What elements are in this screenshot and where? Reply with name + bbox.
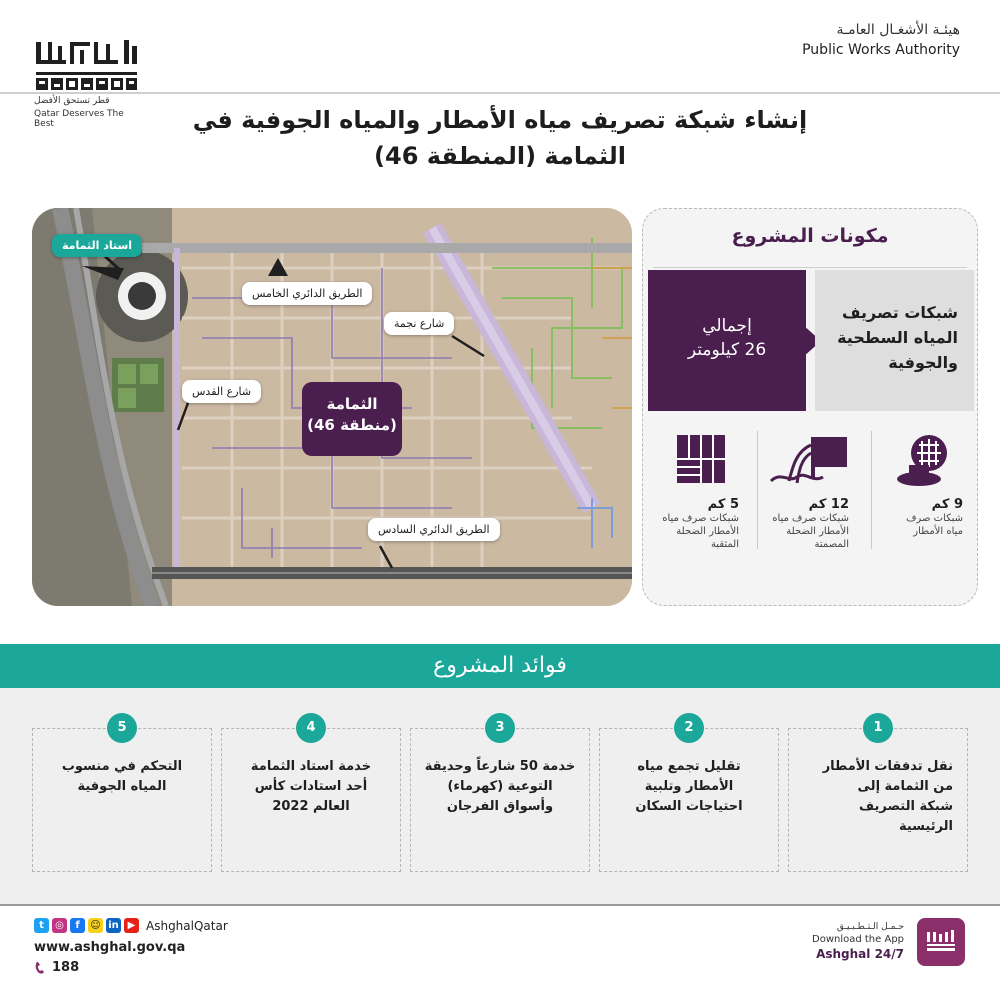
stat-perforated-shallow-desc2: الأمطار الضحلة: [676, 526, 739, 537]
stat-perforated-shallow-value: 5 كم: [707, 497, 739, 512]
benefit-5-line2: المياه الجوفية: [77, 779, 167, 794]
stat-divider: [871, 431, 872, 549]
network-description-line3: والجوفية: [888, 353, 958, 372]
benefit-2-line2: الأمطار وتلبية: [644, 779, 734, 794]
benefit-5-number: 5: [107, 713, 137, 743]
logo-tagline-ar: قطر تستحق الأفضل: [34, 96, 110, 106]
benefit-card-5: [32, 728, 212, 872]
benefit-card-3: [410, 728, 590, 872]
instagram-icon[interactable]: ◎: [52, 918, 67, 933]
stat-perforated-shallow: [649, 431, 749, 551]
benefits-title: فوائد المشروع: [0, 644, 1000, 688]
app-download-en: Download the App: [812, 934, 905, 945]
benefit-card-1: [788, 728, 968, 872]
stat-divider: [757, 431, 758, 549]
benefit-3-line2: التوعية (كهرماء): [447, 779, 553, 794]
benefit-4-line2: أحد استادات كأس: [254, 779, 368, 794]
ashghal-logo-mark: [34, 38, 140, 92]
components-divider: [653, 267, 967, 268]
stat-rainwater-value: 9 كم: [931, 497, 963, 512]
benefit-1-line2: من الثمامة إلى: [857, 779, 953, 794]
phone-number[interactable]: [34, 960, 79, 975]
total-length-line1: إجمالي: [702, 316, 752, 336]
network-description-line1: شبكات تصريف: [841, 303, 958, 322]
app-logo-icon: [917, 918, 965, 966]
benefit-2-line3: احتياجات السكان: [635, 799, 743, 814]
phone-number-text: 188: [52, 960, 80, 975]
organization-name-ar: هيئـة الأشغـال العامـة: [836, 22, 960, 38]
stat-rainwater-desc2: مياه الأمطار: [913, 526, 963, 537]
project-map: [32, 208, 632, 606]
page-title: [140, 102, 860, 174]
project-components-panel: [642, 208, 978, 606]
app-download[interactable]: [812, 922, 904, 961]
stat-solid-shallow-desc3: المصمتة: [814, 539, 849, 550]
twitter-icon[interactable]: t: [34, 918, 49, 933]
footer-divider: [0, 904, 1000, 906]
benefit-1-line1: نقل تدفقات الأمطار: [822, 759, 953, 774]
stat-solid-shallow: [759, 431, 859, 551]
benefit-1-line4: الرئيسية: [898, 819, 953, 834]
ashghal-logo: [34, 38, 144, 129]
organization-name-en: Public Works Authority: [802, 42, 960, 58]
total-length-line2: 26 كيلومتر: [687, 340, 767, 360]
benefit-card-4: [221, 728, 401, 872]
drain-globe-icon: [891, 431, 955, 491]
page-title-line1: إنشاء شبكة تصريف مياه الأمطار والمياه الجوفية في: [192, 106, 808, 134]
benefit-3-line1: خدمة 50 شارعاً وحديقة: [424, 759, 576, 774]
stat-solid-shallow-desc1: شبكات صرف مياه: [772, 513, 849, 524]
zone-label-line2: (منطقة 46): [307, 416, 397, 434]
zone-label: [302, 382, 402, 456]
stat-perforated-shallow-desc3: المثقبة: [710, 539, 739, 550]
label-quds-street: شارع القدس: [182, 380, 261, 403]
label-ring-road-5: الطريق الدائري الخامس: [242, 282, 372, 305]
label-najma-street: شارع نجمة: [384, 312, 454, 335]
benefit-4-line1: خدمة استاد الثمامة: [250, 759, 372, 774]
snapchat-icon[interactable]: ☺: [88, 918, 103, 933]
network-description-line2: المياه السطحية: [837, 328, 958, 347]
website-link[interactable]: www.ashghal.gov.qa: [34, 940, 186, 955]
label-ring-road-6: الطريق الدائري السادس: [368, 518, 500, 541]
social-links: [34, 918, 228, 933]
app-name: Ashghal 24/7: [816, 947, 905, 961]
benefit-1-line3: شبكة التصريف: [859, 799, 953, 814]
stat-rainwater-desc1: شبكات صرف: [906, 513, 963, 524]
grid-pattern-icon: [669, 431, 729, 491]
social-handle[interactable]: AshghalQatar: [146, 918, 228, 933]
app-download-ar: حـمـل الـتـطـبـيـق: [836, 922, 905, 932]
benefit-1-number: 1: [863, 713, 893, 743]
page-title-line2: الثمامة (المنطقة 46): [374, 142, 626, 170]
app-icon[interactable]: [917, 918, 965, 966]
benefit-3-number: 3: [485, 713, 515, 743]
stat-solid-shallow-desc2: الأمطار الضحلة: [786, 526, 849, 537]
stat-solid-shallow-value: 12 كم: [808, 497, 849, 512]
benefit-2-line1: تقليل تجمع مياه: [637, 759, 741, 774]
logo-tagline-en: Qatar Deserves The Best: [34, 109, 124, 129]
waterfall-icon: [767, 431, 851, 491]
facebook-icon[interactable]: f: [70, 918, 85, 933]
phone-icon: [34, 961, 46, 975]
stat-rainwater: [873, 431, 973, 538]
header-divider: [0, 92, 1000, 94]
components-title: مكونات المشروع: [731, 225, 889, 247]
benefit-card-2: [599, 728, 779, 872]
zone-label-line1: الثمامة: [326, 395, 378, 413]
network-description-box: [815, 270, 974, 411]
total-length-box: [648, 270, 806, 411]
benefit-4-line3: العالم 2022: [272, 799, 350, 814]
benefit-2-number: 2: [674, 713, 704, 743]
linkedin-icon[interactable]: in: [106, 918, 121, 933]
benefit-3-line3: وأسواق الفرجان: [446, 799, 554, 814]
organization-name: [802, 22, 960, 58]
benefit-5-line1: التحكم في منسوب: [61, 759, 183, 774]
youtube-icon[interactable]: ▶: [124, 918, 139, 933]
label-stadium: استاد الثمامة: [52, 234, 142, 257]
benefit-4-number: 4: [296, 713, 326, 743]
stat-perforated-shallow-desc1: شبكات صرف مياه: [662, 513, 739, 524]
